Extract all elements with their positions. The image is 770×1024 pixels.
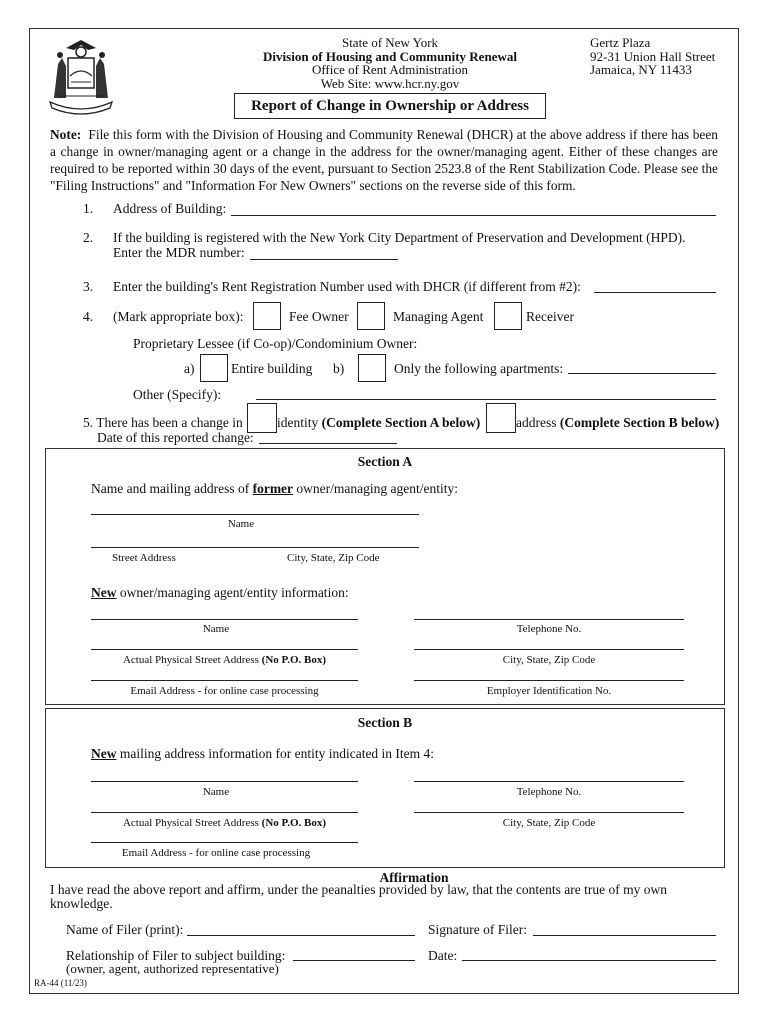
ein-caption: Employer Identification No. — [486, 685, 612, 697]
new-city-caption: City, State, Zip Code — [502, 654, 596, 666]
affirmation-title: Affirmation — [379, 870, 449, 885]
item-1-label: Address of Building: — [113, 201, 227, 216]
new-owner-prompt-post: owner/managing agent/entity information: — [119, 585, 349, 600]
other-label: Other (Specify): — [133, 387, 222, 402]
section-b-email-field[interactable] — [91, 842, 358, 843]
receiver-label: Receiver — [526, 309, 574, 324]
date-field[interactable] — [462, 960, 716, 961]
former-street-caption: Street Address — [112, 552, 176, 564]
section-b-city-caption: City, State, Zip Code — [502, 817, 596, 829]
new-name-caption: Name — [202, 623, 230, 635]
managing-agent-checkbox[interactable] — [357, 302, 385, 330]
former-address-field[interactable] — [91, 547, 419, 548]
new-city-field[interactable] — [414, 649, 684, 650]
date-label: Date: — [428, 948, 458, 963]
note-text: File this form with the Division of Housing and Community Renewal (DHCR) at the above address if there has been a change in owner/managing agent or a change in the address for the owner/managing agent. Either of these changes are required to be reported within 30 days of the event, pursuant to Section 2523.8 of the Rent Stabilization Code. Please see the "Filing Instructions" and "Information For New Owners" sections on the reverse side of this form. — [50, 127, 719, 193]
former-name-field[interactable] — [91, 514, 419, 515]
item-3-label: Enter the building's Rent Registration Number used with DHCR (if different from #2): — [113, 279, 581, 294]
section-b-email-caption: Email Address - for online case processing — [121, 847, 311, 859]
address-line-3: Jamaica, NY 11433 — [590, 62, 692, 77]
item-5-label: 5. There has been a change in — [83, 415, 243, 430]
note-paragraph — [50, 126, 718, 194]
section-b-telephone-field[interactable] — [414, 781, 684, 782]
address-line-1: Gertz Plaza — [590, 35, 651, 50]
section-b-telephone-caption: Telephone No. — [516, 786, 582, 798]
item-1-number: 1. — [83, 201, 94, 216]
item-4-label: (Mark appropriate box): — [113, 309, 244, 324]
address-line-2: 92-31 Union Hall Street — [590, 48, 716, 64]
former-word: former — [252, 481, 294, 496]
email-caption: Email Address - for online case processing — [130, 685, 319, 697]
complete-section-a-note: (Complete Section A below) — [321, 415, 481, 430]
other-specify-field[interactable] — [256, 399, 716, 400]
only-apartments-label: Only the following apartments: — [394, 361, 564, 376]
signature-field[interactable] — [533, 935, 716, 936]
relationship-label: Relationship of Filer to subject building: — [66, 948, 286, 963]
identity-change-checkbox[interactable] — [247, 403, 277, 433]
section-b-name-caption: Name — [202, 786, 230, 798]
option-a-label: a) — [184, 361, 195, 376]
option-b-label: b) — [333, 361, 345, 376]
filer-name-field[interactable] — [187, 935, 415, 936]
date-reported-field[interactable] — [259, 443, 397, 444]
no-po-box-note: (No P.O. Box) — [261, 654, 327, 666]
form-title: Report of Change in Ownership or Address — [234, 93, 546, 119]
division-name: Division of Housing and Community Renewal — [263, 48, 517, 64]
section-a-title: Section A — [357, 454, 413, 469]
complete-section-b-note: (Complete Section B below) — [559, 415, 720, 430]
fee-owner-checkbox[interactable] — [253, 302, 281, 330]
item-3-number: 3. — [83, 279, 94, 294]
apartments-field[interactable] — [568, 373, 716, 374]
building-address-field[interactable] — [231, 215, 716, 216]
mdr-number-field[interactable] — [250, 259, 398, 260]
relationship-hint: (owner, agent, authorized representative) — [66, 961, 279, 976]
section-b-name-field[interactable] — [91, 781, 358, 782]
proprietary-lessee-label: Proprietary Lessee (if Co-op)/Condominium Owner: — [133, 336, 418, 351]
new-physical-address-field[interactable] — [91, 649, 358, 650]
item-2-label: If the building is registered with the New York City Department of Preservation and Development (HPD). — [113, 230, 686, 245]
identity-label: identity — [277, 415, 319, 430]
new-owner-prompt — [91, 585, 349, 601]
new-name-field[interactable] — [91, 619, 358, 620]
office-name: Office of Rent Administration — [311, 62, 469, 77]
item-4-number: 4. — [83, 309, 94, 324]
item-2-number: 2. — [83, 230, 94, 245]
managing-agent-label: Managing Agent — [393, 309, 484, 324]
new-telephone-field[interactable] — [414, 619, 684, 620]
signature-label: Signature of Filer: — [428, 922, 527, 937]
note-label: Note: — [50, 127, 82, 142]
physical-address-text: Actual Physical Street Address — [122, 654, 259, 666]
affirmation-text-line-1: I have read the above report and affirm, under the peanalties provided by law, that the contents are true of my own — [50, 882, 668, 897]
affirmation-text-line-2: knowledge. — [50, 896, 113, 911]
agency-address — [590, 36, 715, 77]
former-name-caption: Name — [227, 518, 255, 530]
agency-header — [240, 36, 540, 90]
former-prompt-pre: Name and mailing address of — [91, 481, 250, 496]
new-word: New — [91, 585, 117, 600]
former-city-caption: City, State, Zip Code — [287, 552, 380, 564]
only-apartments-checkbox[interactable] — [358, 354, 386, 382]
entire-building-label: Entire building — [231, 361, 313, 376]
section-b-address-field[interactable] — [91, 812, 358, 813]
relationship-field[interactable] — [293, 960, 415, 961]
mdr-label: Enter the MDR number: — [113, 245, 245, 260]
former-prompt-post: owner/managing agent/entity: — [296, 481, 458, 496]
section-b-title: Section B — [357, 715, 413, 730]
filer-name-label: Name of Filer (print): — [66, 922, 184, 937]
website-text: Web Site: www.hcr.ny.gov — [320, 75, 460, 91]
form-code: RA-44 (11/23) — [34, 978, 87, 988]
nys-seal-icon — [44, 36, 118, 118]
identity-option — [277, 415, 480, 431]
address-label: address — [516, 415, 557, 430]
state-name: State of New York — [341, 35, 439, 50]
address-option — [516, 415, 719, 431]
date-reported-label: Date of this reported change: — [97, 430, 254, 445]
section-b-no-po-note: (No P.O. Box) — [261, 817, 327, 829]
former-owner-prompt — [91, 481, 458, 497]
section-b-prompt — [91, 746, 434, 762]
receiver-checkbox[interactable] — [494, 302, 522, 330]
new-email-field[interactable] — [91, 680, 358, 681]
section-b-physical-text: Actual Physical Street Address — [122, 817, 259, 829]
address-change-checkbox[interactable] — [486, 403, 516, 433]
rent-registration-field[interactable] — [594, 292, 716, 293]
fee-owner-label: Fee Owner — [289, 309, 349, 324]
section-b-address-caption — [91, 817, 358, 829]
section-b-prompt-post: mailing address information for entity indicated in Item 4: — [119, 746, 435, 761]
physical-address-caption — [91, 654, 358, 666]
ein-field[interactable] — [414, 680, 684, 681]
entire-building-checkbox[interactable] — [200, 354, 228, 382]
section-b-city-field[interactable] — [414, 812, 684, 813]
section-b-new-word: New — [91, 746, 117, 761]
new-telephone-caption: Telephone No. — [516, 623, 582, 635]
